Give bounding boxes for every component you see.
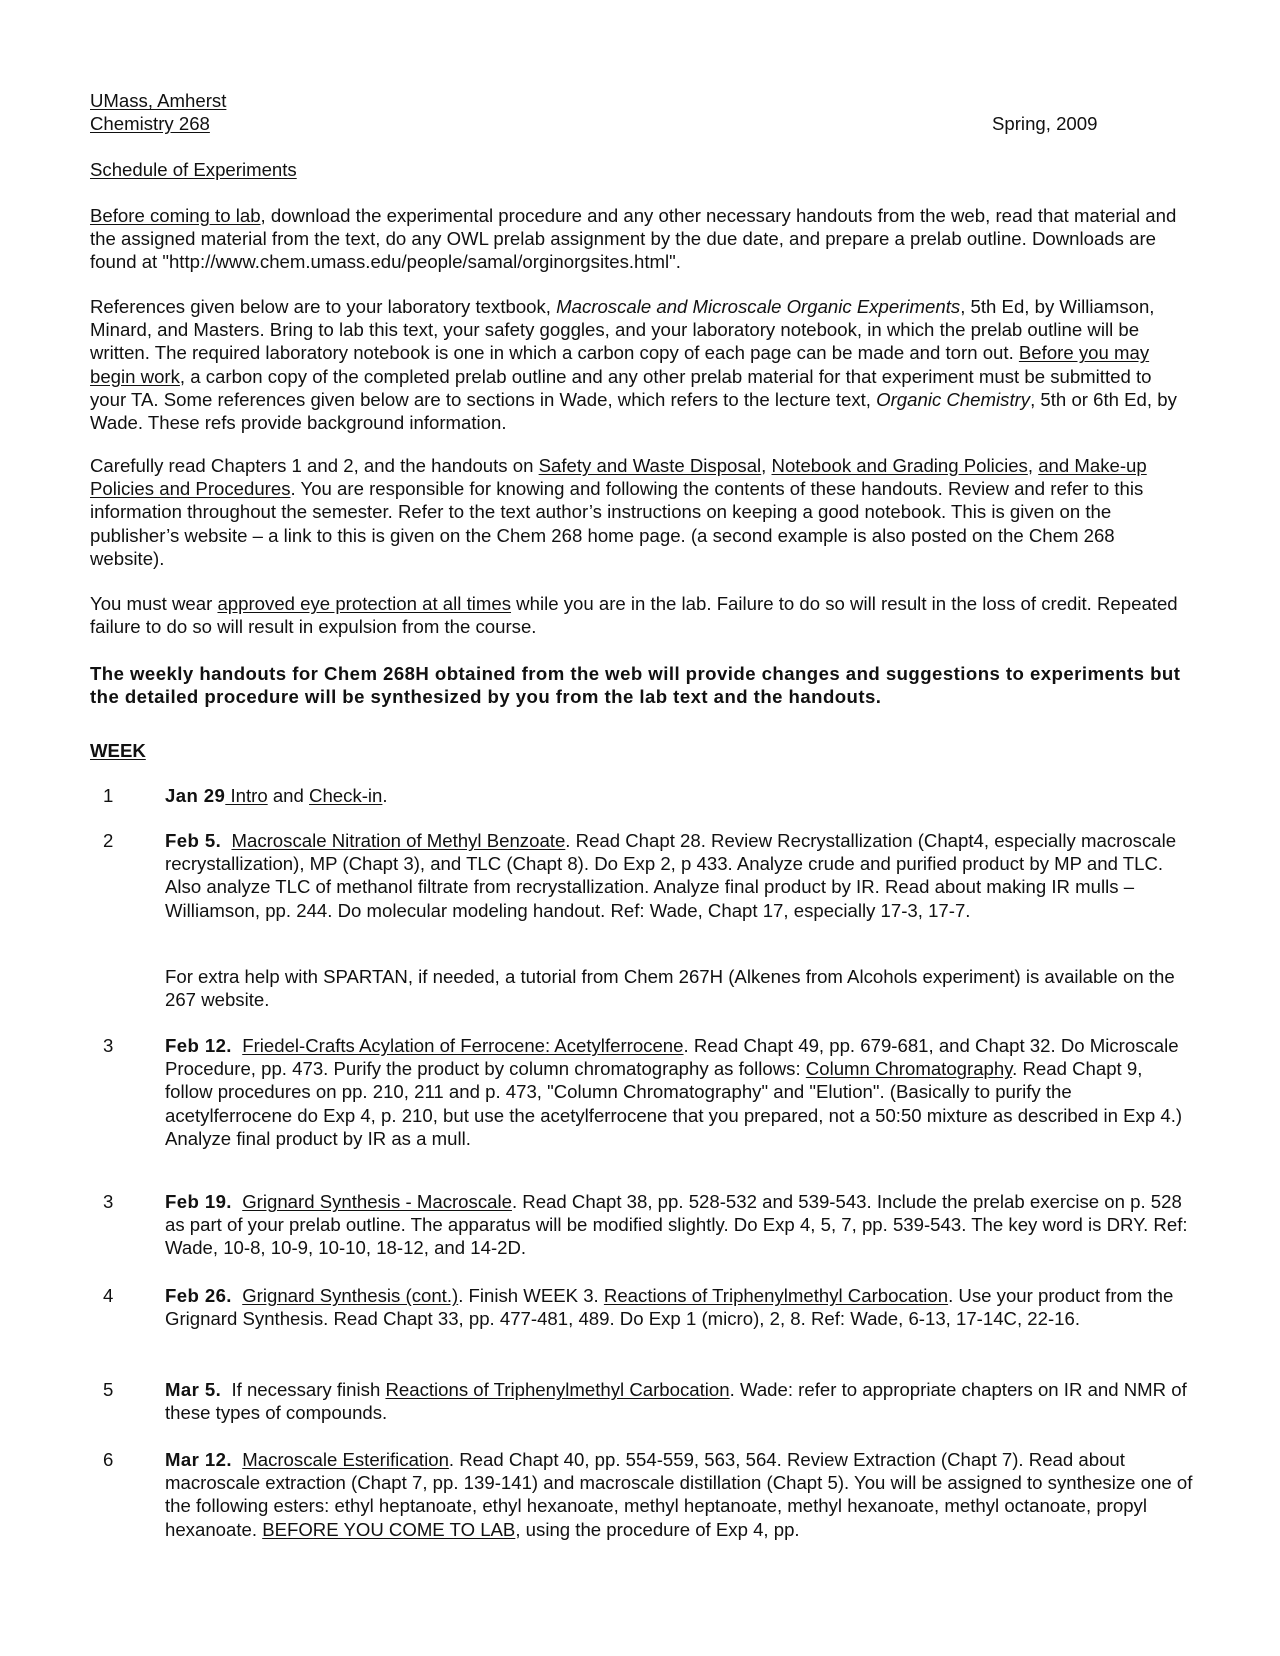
experiment-title[interactable]: Intro <box>225 785 268 806</box>
references-paragraph <box>90 295 1190 434</box>
week-text: , using the procedure of Exp 4, pp. <box>515 1518 800 1540</box>
week-text: . Read Chapt 28. Review Recrystallization (Chapt4, especially macroscale recrystallization), MP (Chapt 3), and TLC (Chapt 8). Do Exp 2, p 433. Analyze crude and purified product by MP and TLC. Also analyze TLC of methanol filtrate from recrystallization. Analyze final product by IR. Read about making IR mulls – Williamson, pp. 244. Do molecular modeling handout. Ref: Wade, Chapt 17, especially 17-3, 17-7. <box>165 830 1177 921</box>
intro-paragraph <box>90 204 1190 274</box>
intro-text: , download the experimental procedure and any other necessary handouts from the web, read that material and the assigned material from the text, do any OWL prelab assignment by the due date, and prepare a prelab outline. Downloads are found at "http://www.chem.umass.edu/people/samal/orginorgsites.html". <box>90 205 1177 273</box>
week-date: Feb 19. <box>165 1191 232 1212</box>
week-text: . Finish WEEK 3. <box>458 1285 604 1306</box>
week-number: 2 <box>103 830 114 851</box>
week-date: Feb 26. <box>165 1285 232 1306</box>
experiment-title[interactable]: Reactions of Triphenylmethyl Carbocation <box>385 1379 730 1400</box>
week-number: 3 <box>103 1035 114 1056</box>
references-text-1: References given below are to your laboratory textbook, <box>90 296 557 317</box>
week-date: Feb 12. <box>165 1035 232 1056</box>
week-date: Feb 5. <box>165 830 222 851</box>
week-text: . Read Chapt 38, pp. 528-532 and 539-543. Include the prelab exercise on p. 528 as part of your prelab outline. The apparatus will be modified slightly. Do Exp 4, 5, 7, pp. 539-543. The key word is DRY. Ref: Wade, 10-8, 10-9, 10-10, 18-12, and 14-2D. <box>165 1191 1188 1259</box>
experiment-title[interactable]: Column Chromatography <box>805 1058 1013 1080</box>
experiment-title[interactable]: Macroscale Esterification <box>242 1449 449 1470</box>
chapters-text-2: . You are responsible for knowing and following the contents of these handouts. Review and refer to this information throughout the semester. Refer to the text author’s instructions on keeping a good notebook. This is given on the publisher’s website – a link to this is given on the Chem 268 home page. (a second example is also posted on the Chem 268 website). <box>90 478 1144 569</box>
week-date: Mar 12. <box>165 1449 232 1470</box>
experiment-title[interactable]: Grignard Synthesis - Macroscale <box>242 1191 512 1212</box>
chapters-paragraph <box>90 454 1190 570</box>
eye-protection-emphasis: approved eye protection at all times <box>217 593 512 614</box>
week-number: 4 <box>103 1285 114 1306</box>
week-text: . Read Chapt 9, follow procedures on pp. 210, 211 and p. 473, "Column Chromatography" and "Elution". (Basically to purify the acetylferrocene do Exp 4, p. 210, but use the acetylferrocene that you prepared, not a 50:50 mixture as described in Exp 4.) Analyze final product by IR as a mull. <box>165 1058 1183 1149</box>
experiment-title[interactable]: Reactions of Triphenylmethyl Carbocation <box>603 1285 949 1306</box>
references-text-4: , 5th or 6th Ed, by Wade. These refs provide background information. <box>90 388 1177 434</box>
week-entry <box>165 829 1195 922</box>
experiment-title[interactable]: Friedel-Crafts Acylation of Ferrocene: Acetylferrocene <box>242 1035 684 1056</box>
experiment-title[interactable]: Macroscale Nitration of Methyl Benzoate <box>231 830 566 851</box>
chapters-separator-2: , <box>1027 455 1039 476</box>
chapters-text-1: Carefully read Chapters 1 and 2, and the handouts on <box>90 455 539 476</box>
week-number: 5 <box>103 1379 114 1400</box>
semester: Spring, 2009 <box>992 113 1098 134</box>
course-name: Chemistry 268 <box>90 113 210 135</box>
eye-protection-paragraph <box>90 592 1190 638</box>
experiment-title[interactable]: Grignard Synthesis (cont.) <box>242 1285 459 1306</box>
week-text: . <box>382 785 388 806</box>
week-number: 1 <box>103 785 114 806</box>
textbook-title: Macroscale and Microscale Organic Experiments <box>556 296 961 317</box>
experiment-title[interactable]: Check-in <box>309 785 383 806</box>
week-text: . Read Chapt 40, pp. 554-559, 563, 564. Review Extraction (Chapt 7). Read about macroscale extraction (Chapt 7, pp. 139-141) and macroscale distillation (Chapt 5). You will be assigned to synthesize one of the following esters: ethyl heptanoate, ethyl hexanoate, methyl heptanoate, methyl hexanoate, methyl octanoate, propyl hexanoate. <box>165 1449 1193 1540</box>
week-date: Jan 29 <box>165 785 226 806</box>
week-date: Mar 5. <box>165 1379 222 1400</box>
week-number: 3 <box>103 1191 114 1212</box>
week-extra-note: For extra help with SPARTAN, if needed, a tutorial from Chem 267H (Alkenes from Alcohols experiment) is available on the 267 website. <box>165 966 1175 1011</box>
week-text: . Wade: refer to appropriate chapters on IR and NMR of these types of compounds. <box>165 1379 1187 1424</box>
week-entry <box>165 1378 1195 1424</box>
week-text: and <box>267 785 310 806</box>
eye-text-1: You must wear <box>90 593 218 614</box>
lecture-text-title: Organic Chemistry <box>876 388 1031 410</box>
page-title: Schedule of Experiments <box>90 159 297 180</box>
week-heading: WEEK <box>90 740 146 761</box>
begin-work-label: Before you may begin work <box>90 342 1150 387</box>
before-lab-label: Before coming to lab <box>90 205 261 226</box>
weekly-handouts-note: The weekly handouts for Chem 268H obtained from the web will provide changes and suggestions to experiments but the detailed procedure will be synthesized by you from the lab text and the handouts. <box>90 663 1181 708</box>
safety-handout-link[interactable]: Safety and Waste Disposal <box>538 455 762 476</box>
makeup-handout-link[interactable]: and Make-up Policies and Procedures <box>90 455 1147 500</box>
week-entry <box>165 1448 1195 1541</box>
week-entry <box>165 784 1195 807</box>
week-entry <box>165 1034 1195 1150</box>
references-text-3: , a carbon copy of the completed prelab outline and any other prelab material for that experiment must be submitted to your TA. Some references given below are to sections in Wade, which refers to the lecture text, <box>90 365 1152 410</box>
notebook-handout-link[interactable]: Notebook and Grading Policies <box>771 455 1028 476</box>
week-text: If necessary finish <box>221 1379 386 1400</box>
week-entry <box>165 1190 1195 1260</box>
eye-text-2: while you are in the lab. Failure to do so will result in the loss of credit. Repeated failure to do so will result in expulsion from the course. <box>90 593 1178 638</box>
week-number: 6 <box>103 1449 114 1470</box>
week-text: . Read Chapt 49, pp. 679-681, and Chapt 32. Do Microscale Procedure, pp. 473. Purify the product by column chromatography as follows: <box>165 1035 1179 1080</box>
institution: UMass, Amherst <box>90 90 227 111</box>
week-text: . Use your product from the Grignard Synthesis. Read Chapt 33, pp. 477-481, 489. Do Exp 1 (micro), 2, 8. Ref: Wade, 6-13, 17-14C, 22-16. <box>165 1285 1174 1330</box>
before-lab-emphasis: BEFORE YOU COME TO LAB <box>262 1518 516 1540</box>
references-text-2: , 5th Ed, by Williamson, Minard, and Masters. Bring to lab this text, your safety goggles, and your laboratory notebook, in which the prelab outline will be written. The required laboratory notebook is one in which a carbon copy of each page can be made and torn out. <box>90 296 1155 364</box>
chapters-separator-1: , <box>761 455 772 476</box>
week-entry <box>165 1284 1195 1330</box>
